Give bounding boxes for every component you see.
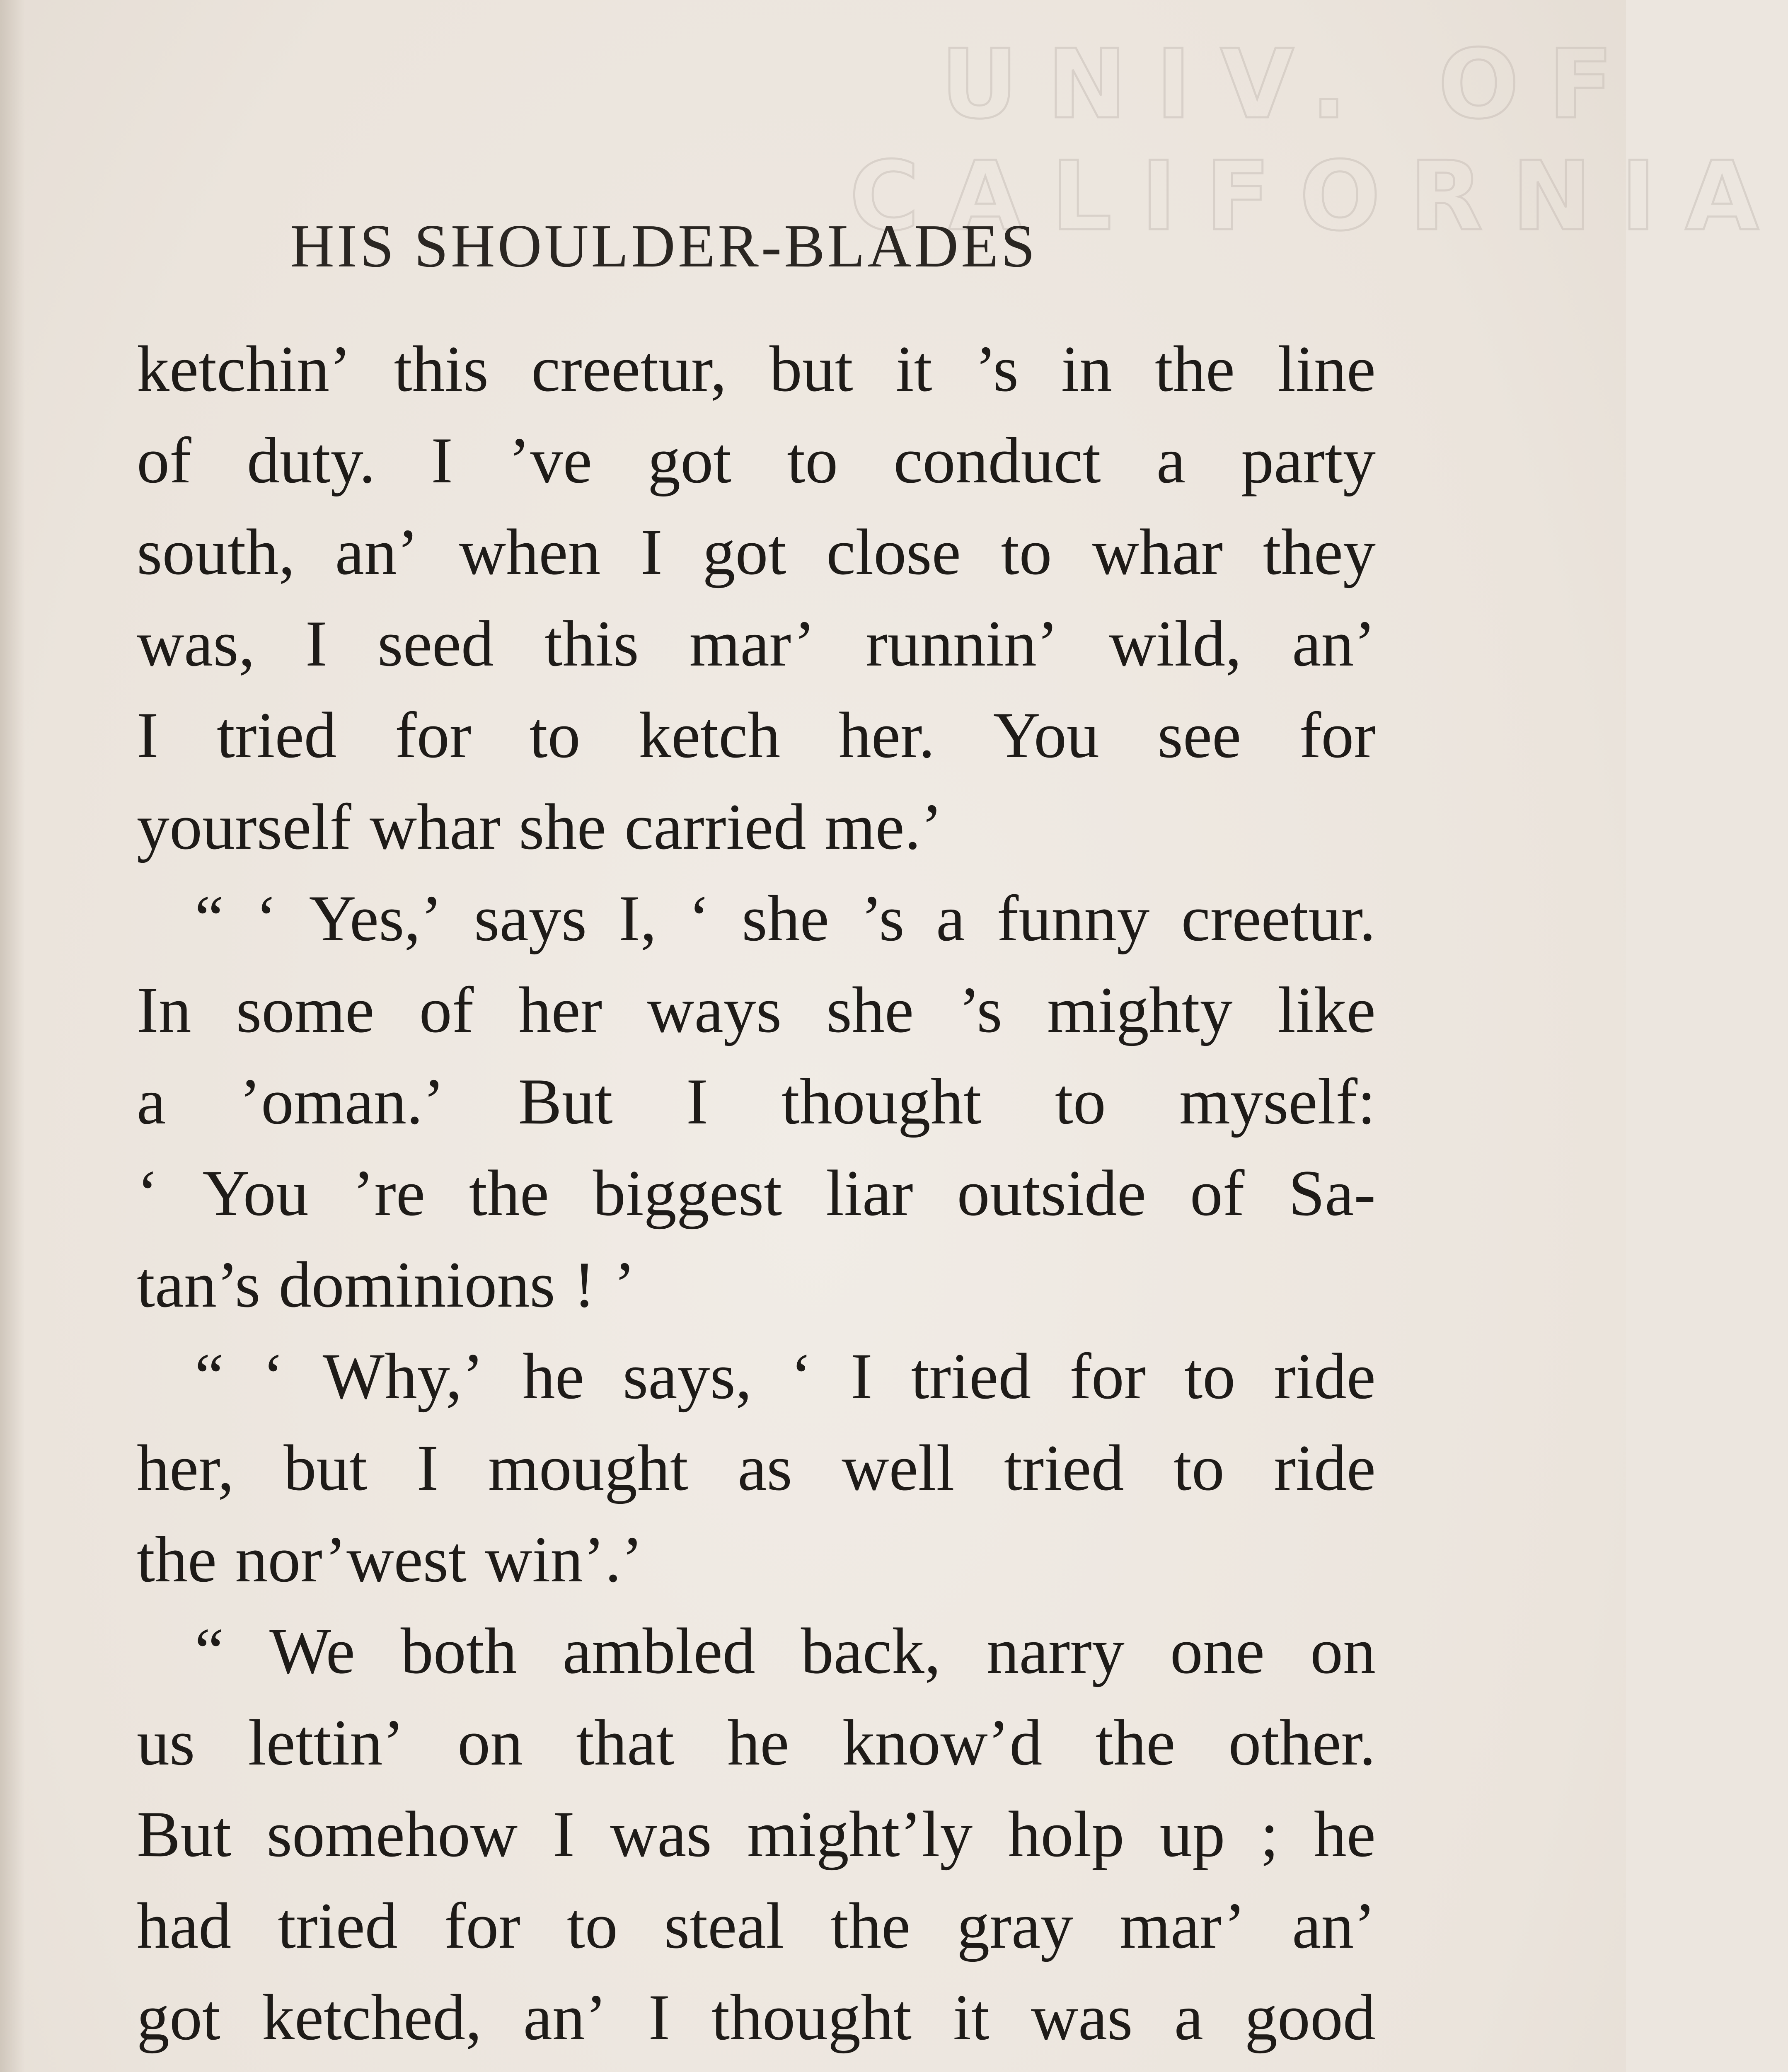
text-line: the nor’west win’.’ [137, 1523, 643, 1596]
text-line: us lettin’ on that he know’d the other. [137, 1706, 1376, 1779]
text-line: got ketched, an’ I thought it was a good [137, 1981, 1376, 2054]
text-line: south, an’ when I got close to whar they [137, 516, 1376, 588]
gutter-shadow [0, 0, 25, 2072]
text-line: “ We both ambled back, narry one on [195, 1615, 1376, 1687]
text-line: yourself whar she carried me.’ [137, 791, 943, 863]
text-line: ketchin’ this creetur, but it ’s in the line [137, 333, 1376, 405]
text-line: “ ‘ Why,’ he says, ‘ I tried for to ride [195, 1340, 1376, 1413]
text-line: “ ‘ Yes,’ says I, ‘ she ’s a funny creetur. [195, 882, 1376, 955]
text-line: But somehow I was might’ly holp up ; he [137, 1798, 1376, 1871]
running-head: HIS SHOULDER-BLADES [290, 212, 1038, 280]
text-line: In some of her ways she ’s mighty like [137, 974, 1376, 1046]
text-line: ‘ You ’re the biggest liar outside of Sa- [137, 1157, 1376, 1230]
text-line: tan’s dominions ! ’ [137, 1249, 636, 1321]
body-text [137, 323, 1376, 2072]
text-line: I tried for to ketch her. You see for [137, 699, 1376, 772]
text-line: had tried for to steal the gray mar’ an’ [137, 1890, 1376, 1962]
stamp-line-2: CALIFORNIA [849, 141, 1788, 252]
text-line: of duty. I ’ve got to conduct a party [137, 424, 1376, 497]
text-line [137, 2063, 1376, 2072]
stamp-line-1: UNIV. OF [941, 29, 1643, 140]
text-line: a ’oman.’ But I thought to myself: [137, 1065, 1376, 1138]
text-line: was, I seed this mar’ runnin’ wild, an’ [137, 608, 1376, 680]
text-line: her, but I mought as well tried to ride [137, 1432, 1376, 1504]
